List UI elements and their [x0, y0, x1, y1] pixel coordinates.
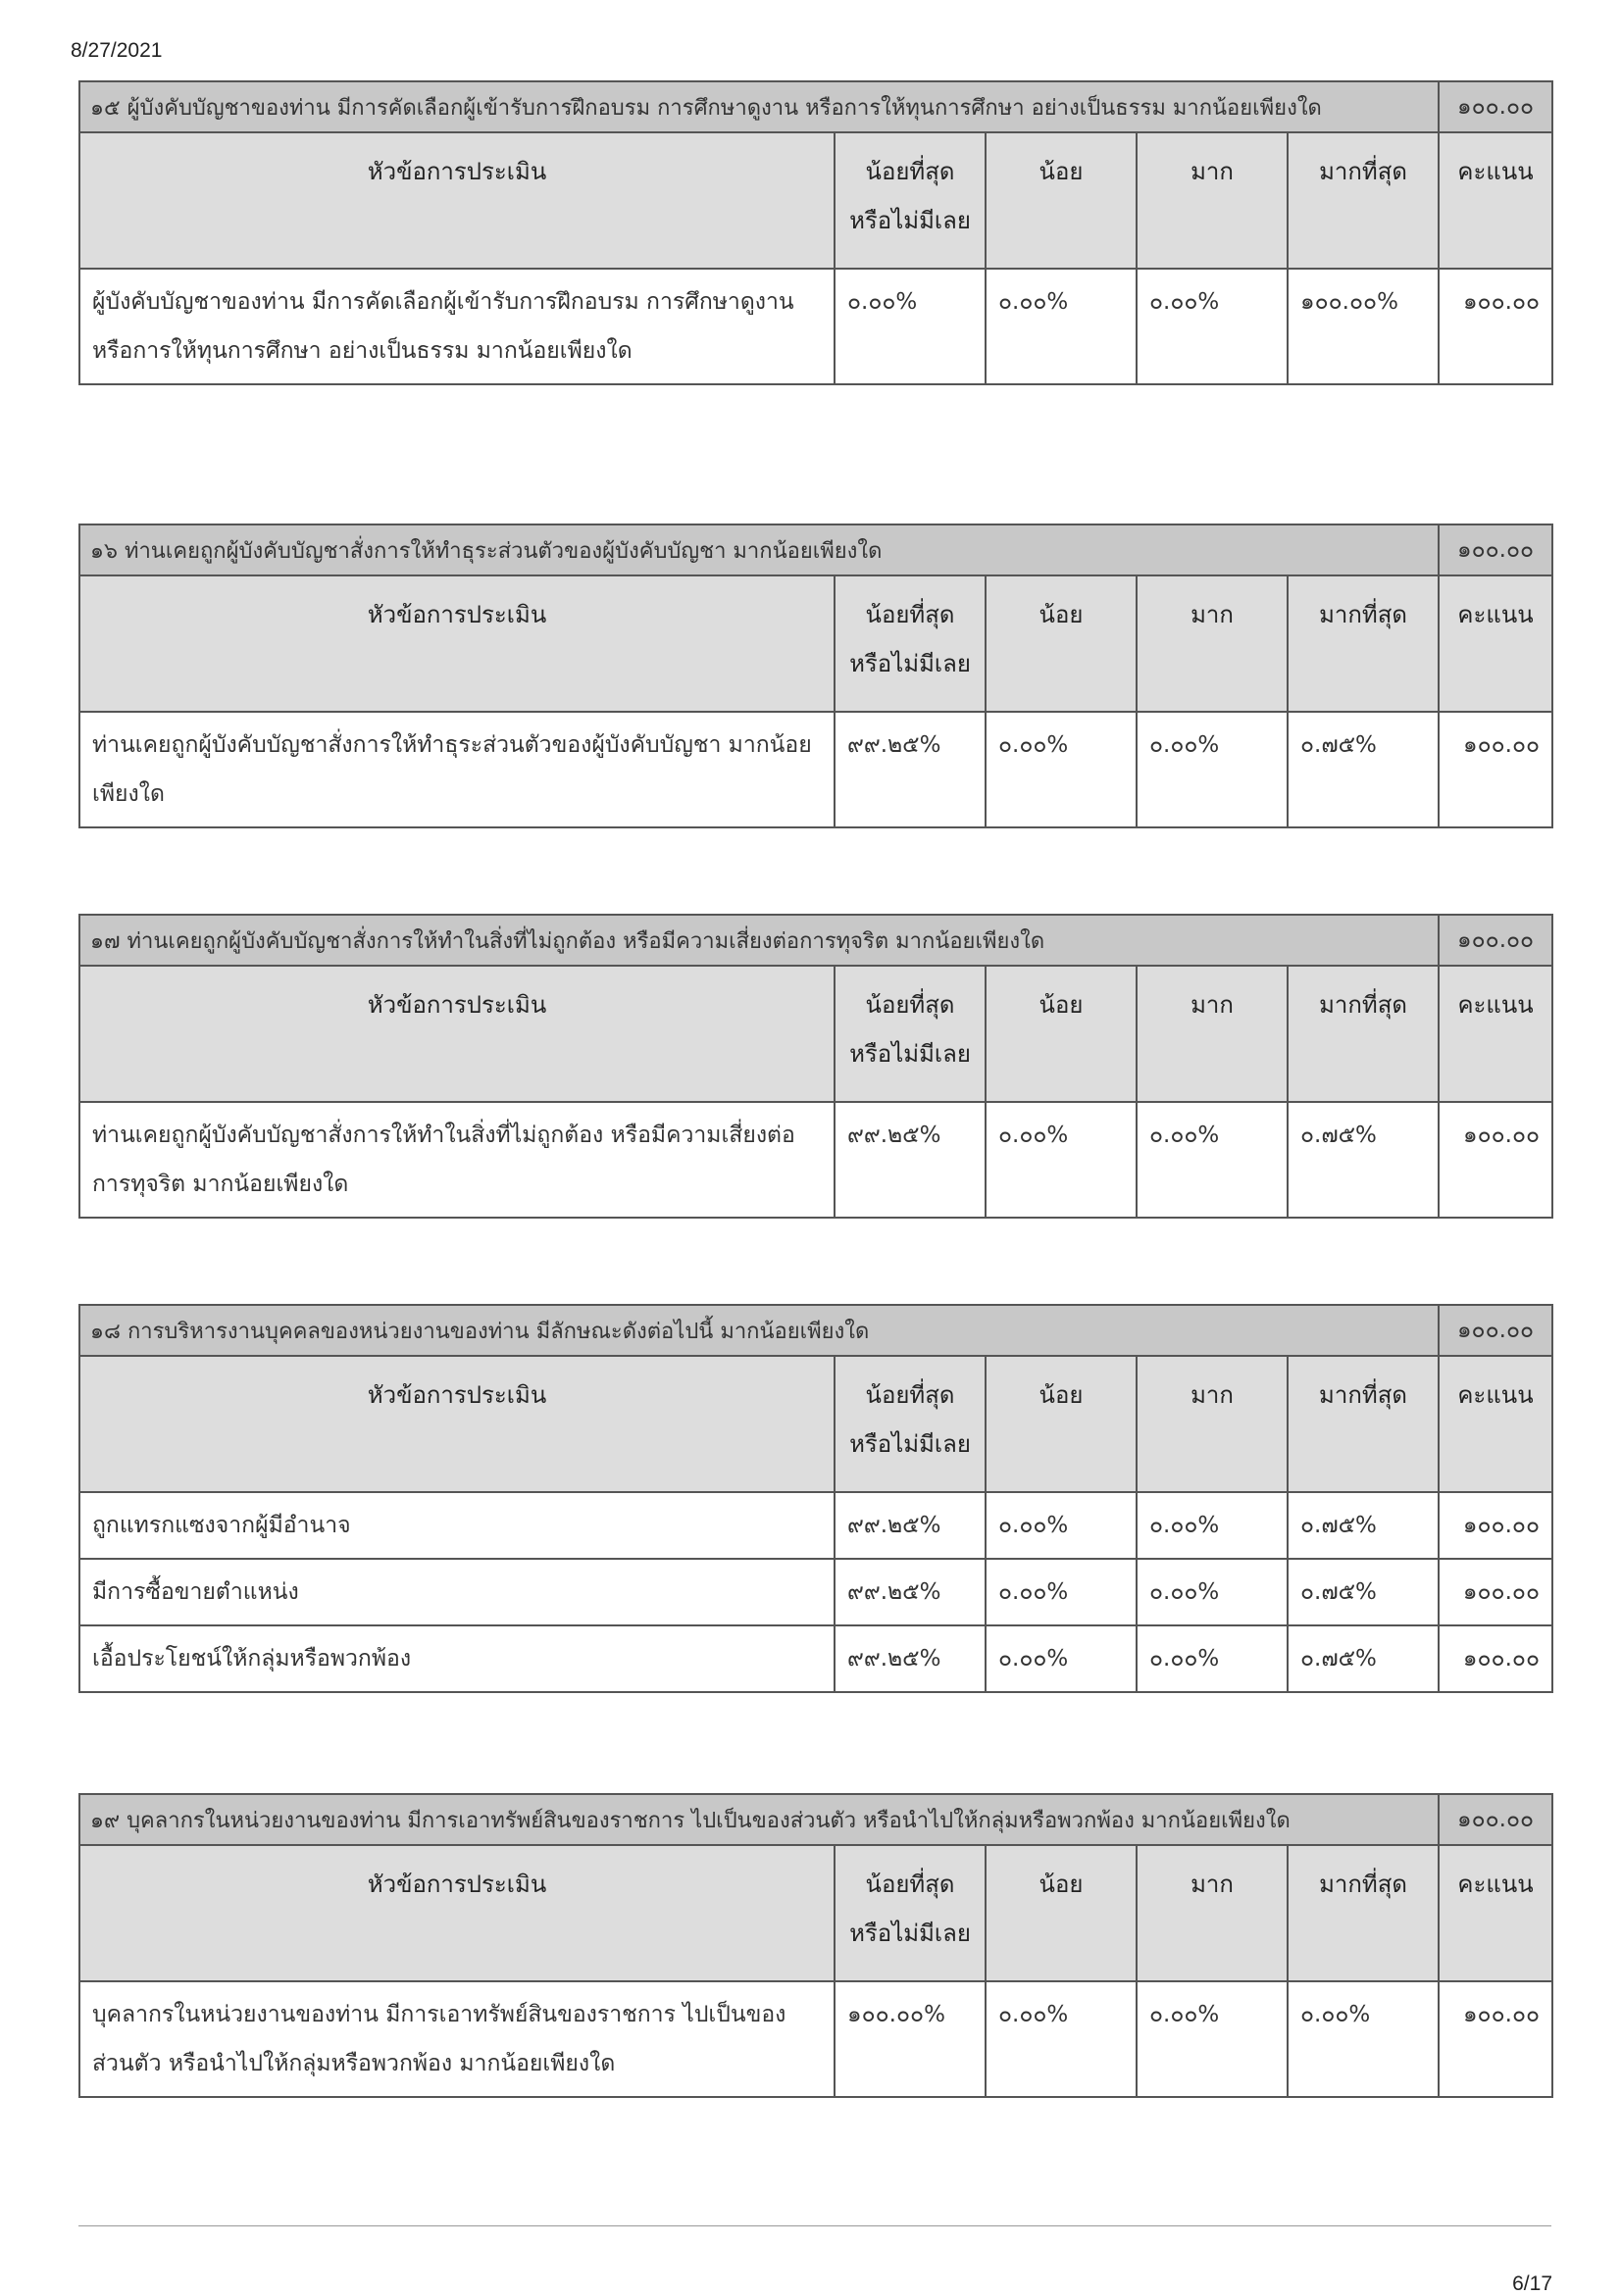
row-score: ๑๐๐.๐๐ — [1439, 269, 1552, 384]
question-score: ๑๐๐.๐๐ — [1439, 1794, 1552, 1845]
row-least: ๙๙.๒๕% — [835, 1559, 986, 1625]
row-score: ๑๐๐.๐๐ — [1439, 1492, 1552, 1559]
footer-divider — [78, 2225, 1551, 2226]
row-item: ถูกแทรกแซงจากผู้มีอำนาจ — [79, 1492, 835, 1559]
row-score: ๑๐๐.๐๐ — [1439, 1981, 1552, 2097]
col-least-line2: หรือไม่มีเลย — [849, 1920, 971, 1947]
row-little: ๐.๐๐% — [986, 712, 1137, 827]
col-score: คะแนน — [1439, 966, 1552, 1102]
row-much: ๐.๐๐% — [1137, 1102, 1288, 1218]
question-score: ๑๐๐.๐๐ — [1439, 524, 1552, 575]
row-item: บุคลากรในหน่วยงานของท่าน มีการเอาทรัพย์สินของราชการ ไปเป็นของส่วนตัว หรือนำไปให้กลุ่มหรือพวกพ้อง มากน้อยเพียงใด — [79, 1981, 835, 2097]
table-row — [79, 712, 1552, 827]
question-score: ๑๐๐.๐๐ — [1439, 915, 1552, 966]
row-much: ๐.๐๐% — [1137, 712, 1288, 827]
col-least — [835, 132, 986, 269]
table-row — [79, 1625, 1552, 1692]
question-text: ท่านเคยถูกผู้บังคับบัญชาสั่งการให้ทำธุระส่วนตัวของผู้บังคับบัญชา มากน้อยเพียงใด — [124, 538, 883, 564]
row-least: ๙๙.๒๕% — [835, 712, 986, 827]
question-table — [78, 524, 1553, 828]
question-title — [79, 1305, 1439, 1356]
row-much: ๐.๐๐% — [1137, 1981, 1288, 2097]
row-little: ๐.๐๐% — [986, 1559, 1137, 1625]
row-much: ๐.๐๐% — [1137, 1625, 1288, 1692]
col-least — [835, 575, 986, 712]
question-title — [79, 915, 1439, 966]
row-item: เอื้อประโยชน์ให้กลุ่มหรือพวกพ้อง — [79, 1625, 835, 1692]
question-text: ผู้บังคับบัญชาของท่าน มีการคัดเลือกผู้เข้ารับการฝึกอบรม การศึกษาดูงาน หรือการให้ทุนการศึกษา อย่างเป็นธรรม มากน้อยเพียงใด — [127, 95, 1322, 121]
row-least: ๙๙.๒๕% — [835, 1625, 986, 1692]
col-little: น้อย — [986, 1356, 1137, 1492]
col-little: น้อย — [986, 575, 1137, 712]
row-least: ๙๙.๒๕% — [835, 1492, 986, 1559]
question-number: ๑๖ — [90, 538, 118, 564]
row-score: ๑๐๐.๐๐ — [1439, 712, 1552, 827]
col-score: คะแนน — [1439, 1356, 1552, 1492]
col-score: คะแนน — [1439, 132, 1552, 269]
question-score: ๑๐๐.๐๐ — [1439, 81, 1552, 132]
question-title — [79, 1794, 1439, 1845]
row-item: ท่านเคยถูกผู้บังคับบัญชาสั่งการให้ทำธุระส่วนตัวของผู้บังคับบัญชา มากน้อยเพียงใด — [79, 712, 835, 827]
question-score: ๑๐๐.๐๐ — [1439, 1305, 1552, 1356]
row-score: ๑๐๐.๐๐ — [1439, 1102, 1552, 1218]
col-least-line1: น้อยที่สุด — [865, 601, 955, 628]
row-score: ๑๐๐.๐๐ — [1439, 1559, 1552, 1625]
column-header-row — [79, 1845, 1552, 1981]
column-header-row — [79, 966, 1552, 1102]
col-least-line1: น้อยที่สุด — [865, 991, 955, 1019]
row-little: ๐.๐๐% — [986, 269, 1137, 384]
row-least: ๐.๐๐% — [835, 269, 986, 384]
row-much: ๐.๐๐% — [1137, 269, 1288, 384]
row-item: ท่านเคยถูกผู้บังคับบัญชาสั่งการให้ทำในสิ่งที่ไม่ถูกต้อง หรือมีความเสี่ยงต่อการทุจริต มากน้อยเพียงใด — [79, 1102, 835, 1218]
col-least — [835, 1845, 986, 1981]
col-topic: หัวข้อการประเมิน — [79, 575, 835, 712]
col-topic: หัวข้อการประเมิน — [79, 132, 835, 269]
col-least-line2: หรือไม่มีเลย — [849, 1040, 971, 1068]
col-least — [835, 1356, 986, 1492]
question-header — [79, 524, 1552, 575]
row-least: ๑๐๐.๐๐% — [835, 1981, 986, 2097]
col-little: น้อย — [986, 132, 1137, 269]
col-much: มาก — [1137, 132, 1288, 269]
row-most: ๐.๗๕% — [1288, 1625, 1439, 1692]
col-most: มากที่สุด — [1288, 132, 1439, 269]
col-topic: หัวข้อการประเมิน — [79, 1845, 835, 1981]
row-least: ๙๙.๒๕% — [835, 1102, 986, 1218]
question-number: ๑๙ — [90, 1808, 121, 1833]
table-row — [79, 1559, 1552, 1625]
col-score: คะแนน — [1439, 575, 1552, 712]
col-most: มากที่สุด — [1288, 1845, 1439, 1981]
question-number: ๑๕ — [90, 95, 121, 121]
print-date: 8/27/2021 — [71, 39, 163, 62]
question-header — [79, 915, 1552, 966]
row-most: ๐.๐๐% — [1288, 1981, 1439, 2097]
col-least-line1: น้อยที่สุด — [865, 1381, 955, 1409]
table-row — [79, 1102, 1552, 1218]
col-most: มากที่สุด — [1288, 1356, 1439, 1492]
col-topic: หัวข้อการประเมิน — [79, 966, 835, 1102]
col-most: มากที่สุด — [1288, 575, 1439, 712]
question-header — [79, 1305, 1552, 1356]
col-little: น้อย — [986, 966, 1137, 1102]
col-topic: หัวข้อการประเมิน — [79, 1356, 835, 1492]
question-table — [78, 914, 1553, 1219]
table-row — [79, 1492, 1552, 1559]
col-least-line1: น้อยที่สุด — [865, 1871, 955, 1898]
question-text: การบริหารงานบุคคลของหน่วยงานของท่าน มีลักษณะดังต่อไปนี้ มากน้อยเพียงใด — [127, 1319, 870, 1344]
question-number: ๑๗ — [90, 928, 121, 954]
column-header-row — [79, 575, 1552, 712]
column-header-row — [79, 132, 1552, 269]
page-number: 6/17 — [1512, 2272, 1552, 2295]
col-much: มาก — [1137, 1845, 1288, 1981]
question-number: ๑๘ — [90, 1319, 121, 1344]
row-most: ๐.๗๕% — [1288, 1492, 1439, 1559]
question-text: บุคลากรในหน่วยงานของท่าน มีการเอาทรัพย์สินของราชการ ไปเป็นของส่วนตัว หรือนำไปให้กลุ่มหรือพวกพ้อง มากน้อยเพียงใด — [127, 1808, 1291, 1833]
col-little: น้อย — [986, 1845, 1137, 1981]
row-score: ๑๐๐.๐๐ — [1439, 1625, 1552, 1692]
col-much: มาก — [1137, 575, 1288, 712]
question-table — [78, 80, 1553, 385]
col-least-line2: หรือไม่มีเลย — [849, 207, 971, 234]
col-score: คะแนน — [1439, 1845, 1552, 1981]
column-header-row — [79, 1356, 1552, 1492]
question-header — [79, 1794, 1552, 1845]
row-most: ๐.๗๕% — [1288, 712, 1439, 827]
row-little: ๐.๐๐% — [986, 1492, 1137, 1559]
row-item: มีการซื้อขายตำแหน่ง — [79, 1559, 835, 1625]
col-most: มากที่สุด — [1288, 966, 1439, 1102]
col-least — [835, 966, 986, 1102]
col-least-line2: หรือไม่มีเลย — [849, 650, 971, 677]
table-row — [79, 269, 1552, 384]
question-table — [78, 1304, 1553, 1693]
row-little: ๐.๐๐% — [986, 1981, 1137, 2097]
row-little: ๐.๐๐% — [986, 1625, 1137, 1692]
row-item: ผู้บังคับบัญชาของท่าน มีการคัดเลือกผู้เข้ารับการฝึกอบรม การศึกษาดูงาน หรือการให้ทุนการศึกษา อย่างเป็นธรรม มากน้อยเพียงใด — [79, 269, 835, 384]
row-most: ๑๐๐.๐๐% — [1288, 269, 1439, 384]
col-least-line1: น้อยที่สุด — [865, 158, 955, 185]
question-header — [79, 81, 1552, 132]
col-much: มาก — [1137, 1356, 1288, 1492]
col-least-line2: หรือไม่มีเลย — [849, 1430, 971, 1458]
row-much: ๐.๐๐% — [1137, 1559, 1288, 1625]
col-much: มาก — [1137, 966, 1288, 1102]
table-row — [79, 1981, 1552, 2097]
row-most: ๐.๗๕% — [1288, 1102, 1439, 1218]
question-text: ท่านเคยถูกผู้บังคับบัญชาสั่งการให้ทำในสิ่งที่ไม่ถูกต้อง หรือมีความเสี่ยงต่อการทุจริต มากน้อยเพียงใด — [127, 928, 1045, 954]
question-title — [79, 81, 1439, 132]
row-most: ๐.๗๕% — [1288, 1559, 1439, 1625]
row-little: ๐.๐๐% — [986, 1102, 1137, 1218]
row-much: ๐.๐๐% — [1137, 1492, 1288, 1559]
question-table — [78, 1793, 1553, 2098]
question-title — [79, 524, 1439, 575]
